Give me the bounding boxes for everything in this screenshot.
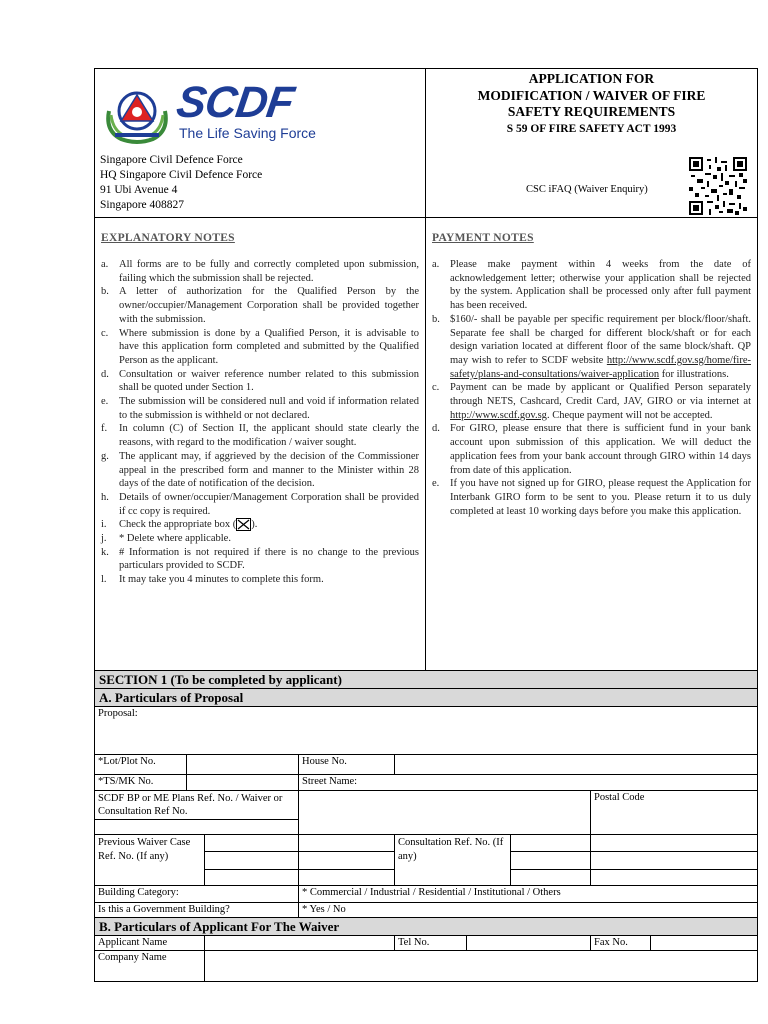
header-right xyxy=(426,69,757,217)
payment-note: c. Payment can be made by applicant or Qualified Person separately through NETS, Cashcard, Credit Card, JAV, GIRO or via internet at http://www.scdf.gov.sg. Cheque payment will not be accepted. xyxy=(432,382,751,421)
explanatory-note: l. It may take you 4 minutes to complete this form. xyxy=(101,574,324,586)
explanatory-note: h. Details of owner/occupier/Management Corporation shall be provided if cc copy is required. xyxy=(101,491,419,517)
explanatory-note: i. Check the appropriate box ( ). xyxy=(101,519,258,531)
bp-field[interactable] xyxy=(95,820,298,836)
company-row xyxy=(95,951,757,981)
waiver-application-link[interactable]: http://www.scdf.gov.sg/home/fire-safety/plans-and-consultations/waiver-application xyxy=(450,354,751,380)
header-left xyxy=(95,69,426,217)
payment-notes-heading: PAYMENT NOTES xyxy=(432,232,534,244)
street-label[interactable]: Street Name: xyxy=(302,776,358,787)
tel-label: Tel No. xyxy=(395,936,467,950)
explanatory-note: k. # Information is not required if there is no change to the previous particulars provided to SCDF. xyxy=(101,546,419,572)
company-name-field[interactable] xyxy=(205,951,757,981)
ts-row xyxy=(95,775,757,791)
consult-field[interactable] xyxy=(511,870,590,886)
scdf-logo xyxy=(101,78,316,145)
explanatory-note: d. Consultation or waiver reference number related to this submission shall be quoted under Section 1. xyxy=(101,368,419,394)
explanatory-notes xyxy=(95,218,426,670)
bp-cell xyxy=(95,791,299,834)
payment-notes xyxy=(426,218,757,670)
form-header xyxy=(95,69,757,218)
section-a-title: A. Particulars of Proposal xyxy=(95,689,757,707)
company-name-label: Company Name xyxy=(95,951,205,981)
ts-label: *TS/MK No. xyxy=(95,775,187,790)
bp-label: SCDF BP or ME Plans Ref. No. / Waiver or Consultation Ref No. xyxy=(95,791,298,820)
consult-field[interactable] xyxy=(511,852,590,870)
address-line: HQ Singapore Civil Defence Force xyxy=(100,169,263,181)
address-line: Singapore 408827 xyxy=(100,199,185,211)
notes-section xyxy=(95,218,757,671)
prev-waiver-field[interactable] xyxy=(205,852,298,870)
government-building-label: Is this a Government Building? xyxy=(95,903,299,917)
explanatory-note: b. A letter of authorization for the Qualified Person by the owner/occupier/Management Corporation shall be provided together with the submission. xyxy=(101,286,419,325)
title-line: SAFETY REQUIREMENTS xyxy=(507,104,676,119)
brand xyxy=(173,78,316,141)
ts-field[interactable] xyxy=(187,775,299,790)
prev-waiver-fields-b xyxy=(299,835,395,885)
address-block xyxy=(100,153,262,213)
explanatory-note: e. The submission will be considered null and void if information related to the submission is withheld or not declared. xyxy=(101,396,419,421)
prev-waiver-row xyxy=(95,835,757,886)
building-category-row xyxy=(95,886,757,903)
fax-field[interactable] xyxy=(651,936,757,950)
scdf-website-link[interactable]: http://www.scdf.gov.sg xyxy=(450,409,547,421)
proposal-label: Proposal: xyxy=(98,708,138,719)
csc-ifaq-label: CSC iFAQ (Waiver Enquiry) xyxy=(526,184,648,195)
address-line: Singapore Civil Defence Force xyxy=(100,154,243,166)
lot-label: *Lot/Plot No. xyxy=(95,755,187,774)
scdf-crest-icon xyxy=(101,81,173,145)
proposal-row[interactable] xyxy=(95,707,757,755)
section-1-title: SECTION 1 (To be completed by applicant) xyxy=(95,671,757,689)
payment-note: a. Please make payment within 4 weeks from the date of acknowledgement letter; otherwise your application shall be rejected by the system. Application shall be processed only after full payment has been received. xyxy=(432,259,751,312)
brand-name: SCDF xyxy=(173,78,297,127)
prev-waiver-field[interactable] xyxy=(299,835,394,852)
government-building-options[interactable]: * Yes / No xyxy=(302,904,346,915)
applicant-row xyxy=(95,936,757,951)
applicant-name-label: Applicant Name xyxy=(95,936,205,950)
explanatory-note: f. In column (C) of Section II, the applicant should state clearly the reasons, with regard to the modification / waiver sought. xyxy=(101,423,419,449)
explanatory-notes-heading: EXPLANATORY NOTES xyxy=(101,232,235,244)
consult-label: Consultation Ref. No. (If any) xyxy=(395,835,511,885)
consult-field[interactable] xyxy=(591,835,757,852)
prev-waiver-field[interactable] xyxy=(205,835,298,852)
section-b-title: B. Particulars of Applicant For The Waiver xyxy=(95,918,757,936)
payment-note: e. If you have not signed up for GIRO, please request the Application for Interbank GIRO form to be sent to you. Please return it to us duly completed at least 10 working days before you make this application. xyxy=(432,478,751,517)
house-field[interactable] xyxy=(395,755,757,774)
title-line: APPLICATION FOR xyxy=(528,71,655,86)
qr-code-icon[interactable] xyxy=(689,157,747,215)
consult-field[interactable] xyxy=(591,870,757,886)
explanatory-note: a. All forms are to be fully and correctly completed upon submission, failing which the submission shall be rejected. xyxy=(101,259,419,284)
title-line: MODIFICATION / WAIVER OF FIRE xyxy=(477,87,706,103)
form-title xyxy=(426,71,757,137)
address-line: 91 Ubi Avenue 4 xyxy=(100,184,178,196)
consult-fields-a xyxy=(511,835,591,885)
form-subtitle: S 59 OF FIRE SAFETY ACT 1993 xyxy=(506,122,677,135)
tel-field[interactable] xyxy=(467,936,591,950)
payment-note: b. $160/- shall be payable per specific requirement per block/floor/shaft. Separate fee shall be charged for different block/shaft or for each design variation located at different floor of the same block/shaft. QP may wish to refer to SCDF website http://www.scdf.gov.sg/home/fire-safety/plans-and-consultations/waiver-application for illustrations. xyxy=(432,313,751,380)
prev-waiver-field[interactable] xyxy=(205,870,298,886)
prev-waiver-field[interactable] xyxy=(299,870,394,886)
prev-waiver-label: Previous Waiver Case Ref. No. (If any) xyxy=(95,835,205,885)
consult-field[interactable] xyxy=(511,835,590,852)
applicant-name-field[interactable] xyxy=(205,936,395,950)
explanatory-note: j. * Delete where applicable. xyxy=(101,533,231,545)
checked-box-icon xyxy=(236,518,251,531)
brand-tagline: The Life Saving Force xyxy=(179,125,316,141)
postal-label[interactable]: Postal Code xyxy=(594,792,645,803)
fax-label: Fax No. xyxy=(591,936,651,950)
consult-field[interactable] xyxy=(591,852,757,870)
lot-field[interactable] xyxy=(187,755,299,774)
building-category-label: Building Category: xyxy=(95,886,299,902)
payment-note: d. For GIRO, please ensure that there is sufficient fund in your bank account upon submission of this application. We will deduct the application fees from your bank account through GIRO within 14 days from date of this application. xyxy=(432,423,751,476)
street-field[interactable] xyxy=(299,791,591,834)
explanatory-note: g. The applicant may, if aggrieved by the decision of the Commissioner appeal in the prescribed form and manner to the Minister within 28 days of the date of notification of the decision. xyxy=(101,450,419,490)
prev-waiver-field[interactable] xyxy=(299,852,394,870)
prev-waiver-fields-a xyxy=(205,835,299,885)
bp-row xyxy=(95,791,757,835)
government-building-row xyxy=(95,903,757,918)
house-label: House No. xyxy=(299,755,395,774)
explanatory-note: c. Where submission is done by a Qualified Person, it is advisable to have this application form completed and submitted by the Qualified Person as the applicant. xyxy=(101,327,419,366)
section-1 xyxy=(95,671,757,981)
lot-row xyxy=(95,755,757,775)
building-category-options[interactable]: * Commercial / Industrial / Residential / Institutional / Others xyxy=(302,887,561,898)
application-form xyxy=(94,68,758,982)
consult-fields-b xyxy=(591,835,757,885)
